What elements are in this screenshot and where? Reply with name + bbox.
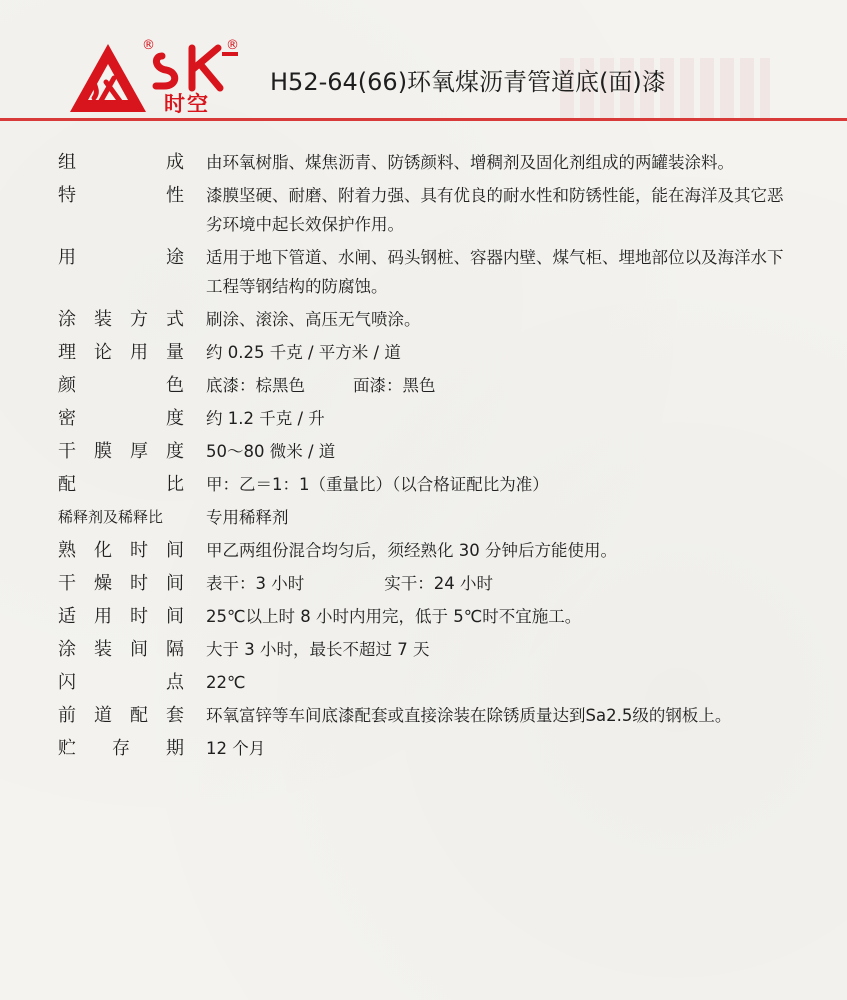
spec-value: 大于 3 小时，最长不超过 7 天 [206, 640, 430, 659]
spec-value: 22℃ [206, 673, 246, 692]
spec-label: 适用时间 [58, 606, 184, 627]
spec-label: 特性 [58, 185, 184, 206]
spec-row-thinner [58, 503, 788, 532]
primer-color: 底漆：棕黑色 [206, 376, 305, 395]
spec-value: 约 0.25 千克 / 平方米 / 道 [206, 343, 401, 362]
spec-label: 闪点 [58, 672, 184, 693]
spec-row-shelf-life [58, 734, 788, 763]
spec-row-flash-point [58, 668, 788, 697]
spec-row-theoretical-usage [58, 338, 788, 367]
spec-row-recoat-interval [58, 635, 788, 664]
spec-row-mix-ratio [58, 470, 788, 499]
header-divider [0, 118, 847, 121]
spec-row-color [58, 371, 788, 400]
spec-label: 涂装方式 [58, 309, 184, 330]
spec-label: 配比 [58, 474, 184, 495]
brand-name: 时空 [164, 92, 210, 116]
spec-value [206, 569, 788, 598]
spec-label: 干膜厚度 [58, 441, 184, 462]
spec-row-dry-film-thickness [58, 437, 788, 466]
registered-mark: ® [226, 38, 239, 53]
header [68, 38, 788, 118]
spec-label: 熟化时间 [58, 540, 184, 561]
spec-label: 用途 [58, 247, 184, 268]
topcoat-color: 面漆：黑色 [353, 376, 436, 395]
spec-value: 甲：乙＝1：1（重量比）（以合格证配比为准） [206, 475, 549, 494]
spec-value: 适用于地下管道、水闸、码头钢桩、容器内壁、煤气柜、埋地部位以及海洋水下工程等钢结构的防腐蚀。 [206, 248, 784, 296]
surface-dry-time: 表干：3 小时 [206, 574, 305, 593]
spec-label: 涂装间隔 [58, 639, 184, 660]
spec-value: 50～80 微米 / 道 [206, 442, 336, 461]
spec-label: 组成 [58, 152, 184, 173]
spec-label: 密度 [58, 408, 184, 429]
spec-label: 理论用量 [58, 342, 184, 363]
spec-row-features [58, 181, 788, 239]
spec-label: 前道配套 [58, 705, 184, 726]
spec-value: 甲乙两组份混合均匀后，须经熟化 30 分钟后方能使用。 [206, 541, 617, 560]
spec-list [58, 148, 788, 767]
spec-row-previous-coat [58, 701, 788, 730]
spec-row-density [58, 404, 788, 433]
spec-value [206, 371, 788, 400]
spec-label: 干燥时间 [58, 573, 184, 594]
spec-value: 环氧富锌等车间底漆配套或直接涂装在除锈质量达到Sa2.5级的钢板上。 [206, 706, 732, 725]
spec-row-composition [58, 148, 788, 177]
spec-value: 25℃以上时 8 小时内用完，低于 5℃时不宜施工。 [206, 607, 582, 626]
page-title: H52-64(66)环氧煤沥青管道底(面)漆 [270, 68, 666, 96]
spec-label: 稀释剂及稀释比 [58, 508, 164, 526]
spec-row-application-method [58, 305, 788, 334]
spec-value: 漆膜坚硬、耐磨、附着力强、具有优良的耐水性和防锈性能，能在海洋及其它恶劣环境中起长效保护作用。 [206, 186, 784, 234]
spec-value: 12 个月 [206, 739, 266, 758]
spec-value: 专用稀释剂 [206, 508, 289, 527]
spec-value: 约 1.2 千克 / 升 [206, 409, 325, 428]
brand-logo-icon [68, 42, 148, 114]
spec-row-pot-life [58, 602, 788, 631]
spec-value: 刷涂、滚涂、高压无气喷涂。 [206, 310, 421, 329]
spec-label: 贮存期 [58, 738, 184, 759]
spec-row-drying-time [58, 569, 788, 598]
spec-row-induction-time [58, 536, 788, 565]
registered-mark: ® [142, 38, 155, 53]
spec-value: 由环氧树脂、煤焦沥青、防锈颜料、增稠剂及固化剂组成的两罐装涂料。 [206, 153, 734, 172]
spec-row-usage [58, 243, 788, 301]
hard-dry-time: 实干：24 小时 [384, 574, 493, 593]
spec-label: 颜色 [58, 375, 184, 396]
